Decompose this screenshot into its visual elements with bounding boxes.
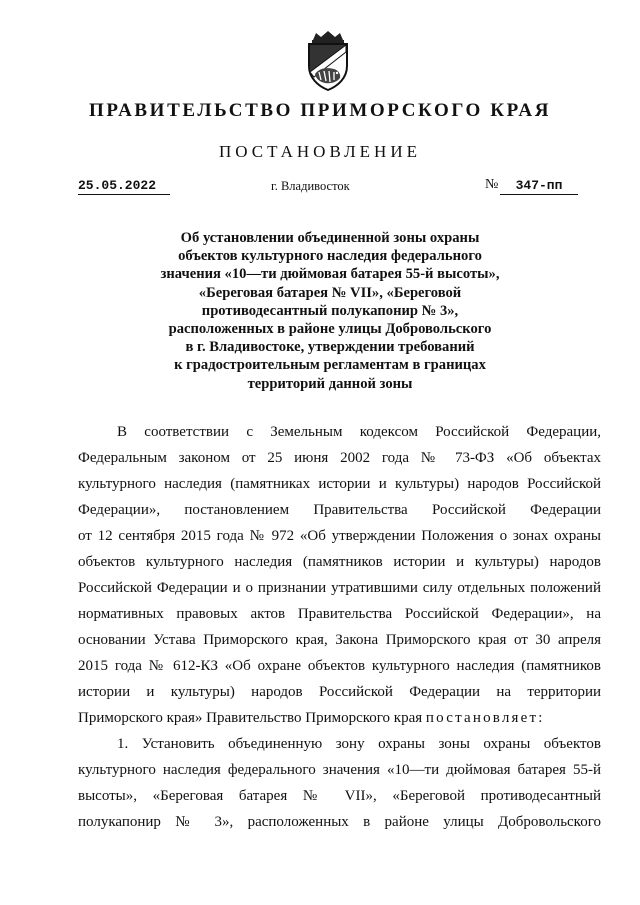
- document-number: 347-пп: [500, 178, 578, 195]
- subject-line: значения «10—ти дюймовая батарея 55-й высоты»,: [160, 266, 500, 283]
- paragraph-line: [78, 705, 601, 731]
- paragraph-line-text: Приморского края» Правительство Приморского края: [78, 710, 423, 726]
- document-body: [78, 419, 601, 835]
- document-number-label: №: [485, 177, 499, 192]
- paragraph-item-1: [78, 731, 601, 835]
- paragraph-line: культурного наследия федерального значения «10—ти дюймовая батарея 55-й: [78, 762, 601, 778]
- decree-word: постановляет:: [425, 710, 545, 726]
- subject-line: к градостроительным регламентам в границах: [174, 357, 486, 374]
- paragraph-preamble: [78, 419, 601, 731]
- paragraph-line: Федерации», постановлением Правительства Российской Федерации: [78, 502, 601, 518]
- paragraph-line: полукапонир № 3», расположенных в районе улицы Добровольского: [78, 814, 601, 830]
- paragraph-line: нормативных правовых актов Правительства Российской Федерации», на: [78, 606, 601, 622]
- paragraph-line: Федеральным законом от 25 июня 2002 года № 73-ФЗ «Об объектах: [78, 450, 601, 466]
- government-name: ПРАВИТЕЛЬСТВО ПРИМОРСКОГО КРАЯ: [88, 100, 552, 121]
- subject-line: в г. Владивостоке, утверждении требований: [185, 339, 475, 356]
- paragraph-line: объектов культурного наследия (памятников истории и культуры) народов: [78, 554, 601, 570]
- paragraph-line: Российской Федерации и о признании утратившими силу отдельных положений: [78, 580, 601, 596]
- paragraph-line: от 12 сентября 2015 года № 972 «Об утверждении Положения о зонах охраны: [78, 528, 601, 544]
- coat-of-arms-icon: [301, 30, 355, 92]
- subject-line: Об установлении объединенной зоны охраны: [180, 230, 480, 246]
- document-subject: [90, 229, 570, 393]
- paragraph-line: В соответствии с Земельным кодексом Российской Федерации,: [117, 424, 601, 440]
- subject-line: территорий данной зоны: [247, 375, 413, 392]
- document-type: ПОСТАНОВЛЕНИЕ: [218, 142, 421, 161]
- document-date: 25.05.2022: [78, 178, 170, 195]
- paragraph-line: культурного наследия (памятниках истории и культуры) народов Российской: [78, 476, 601, 492]
- paragraph-line: высоты», «Береговая батарея № VII», «Береговой противодесантный: [78, 788, 601, 804]
- subject-line: расположенных в районе улицы Добровольского: [168, 321, 492, 338]
- subject-line: объектов культурного наследия федерального: [178, 248, 482, 265]
- paragraph-line: 2015 года № 612-КЗ «Об охране объектов культурного наследия (памятников: [78, 658, 601, 674]
- subject-line: противодесантный полукапонир № 3»,: [201, 302, 459, 319]
- document-city: г. Владивосток: [271, 179, 350, 193]
- paragraph-line: истории и культуры) народов Российской Федерации на территории: [78, 684, 601, 700]
- subject-line: «Береговая батарея № VII», «Береговой: [198, 284, 462, 301]
- paragraph-line: 1. Установить объединенную зону охраны зоны охраны объектов: [117, 736, 601, 752]
- paragraph-line: основании Устава Приморского края, Закона Приморского края от 30 апреля: [78, 632, 601, 648]
